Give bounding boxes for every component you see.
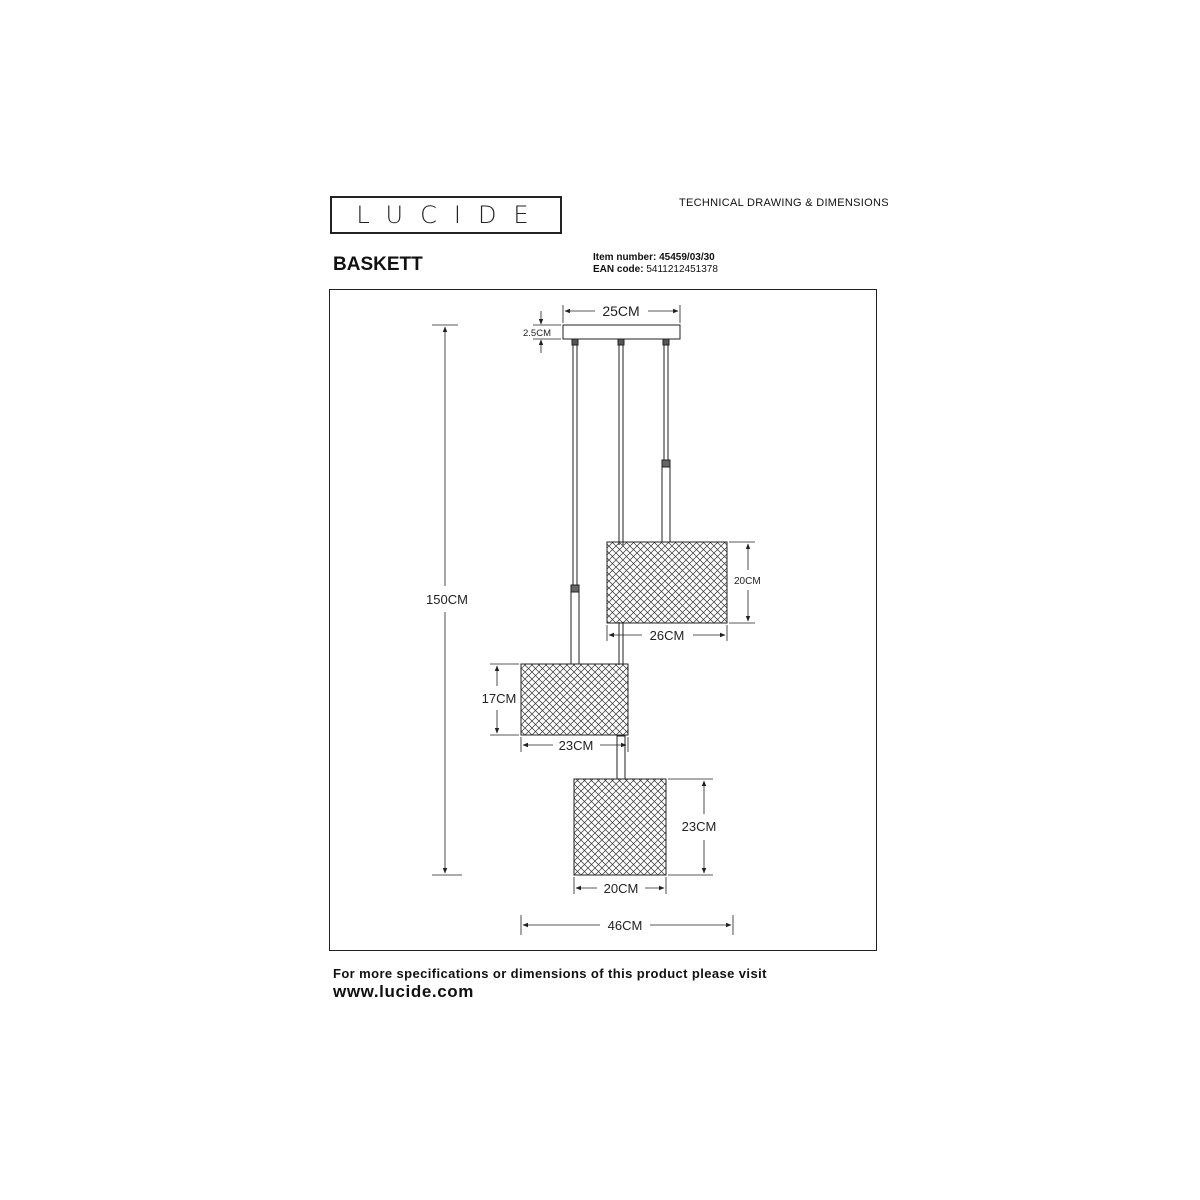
dim-total-width: 46CM <box>607 918 643 933</box>
dim-shade-middle-height: 17CM <box>481 691 517 706</box>
item-number-label: Item number: <box>593 252 657 263</box>
dim-shade-bottom-height: 23CM <box>681 819 717 834</box>
cable-holder <box>618 339 624 345</box>
cable-connector <box>662 460 670 467</box>
product-name: BASKETT <box>333 254 423 275</box>
cable-holder <box>663 339 669 345</box>
dim-shade-top-height: 20CM <box>734 576 761 587</box>
cable-holder <box>572 339 578 345</box>
dim-shade-bottom-width: 20CM <box>603 881 639 896</box>
canopy <box>563 325 680 339</box>
logo-text: LUCIDE <box>356 201 546 229</box>
shade-bottom <box>574 779 666 875</box>
cable-connector <box>571 585 579 592</box>
socket-sleeve <box>617 736 625 779</box>
ean-label: EAN code: <box>593 264 644 275</box>
document-type: TECHNICAL DRAWING & DIMENSIONS <box>679 197 889 209</box>
dim-canopy-height: 2.5CM <box>523 328 551 339</box>
dim-shade-middle-width: 23CM <box>558 738 594 753</box>
shade-top <box>607 542 727 623</box>
socket-sleeve <box>662 467 670 542</box>
footer-url[interactable]: www.lucide.com <box>333 982 474 1001</box>
shade-middle <box>521 664 628 735</box>
socket-sleeve <box>571 592 579 664</box>
dim-total-height: 150CM <box>426 592 468 607</box>
item-number-value: 45459/03/30 <box>659 252 715 263</box>
footer-text: For more specifications or dimensions of this product please visit <box>333 966 767 981</box>
ean-value: 5411212451378 <box>646 264 718 275</box>
dim-canopy-width: 25CM <box>602 303 640 319</box>
dim-shade-top-width: 26CM <box>649 628 685 643</box>
